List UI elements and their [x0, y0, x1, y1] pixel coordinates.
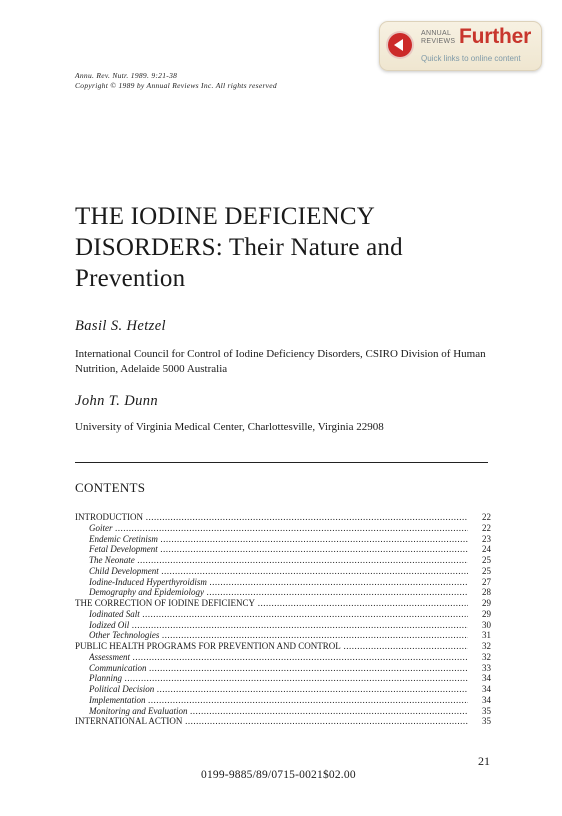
toc-entry-page: 25 [482, 565, 491, 576]
toc-entry-page: 29 [482, 598, 491, 608]
toc-entry[interactable] [75, 544, 491, 555]
author-name-2: John T. Dunn [75, 393, 159, 409]
table-of-contents [75, 512, 491, 727]
contents-heading: CONTENTS [75, 480, 146, 495]
toc-entry[interactable] [75, 695, 491, 706]
toc-entry[interactable] [75, 684, 491, 695]
toc-entry-page: 34 [482, 673, 491, 684]
toc-entry-label: THE CORRECTION OF IODINE DEFICIENCY ..... [75, 598, 468, 609]
toc-entry[interactable] [75, 598, 491, 609]
toc-entry-page: 22 [482, 522, 491, 533]
toc-entry-label: Planning ..... [89, 673, 468, 684]
citation-line-2: Copyright © 1989 by Annual Reviews Inc. All rights reserved [75, 80, 277, 90]
toc-entry-label: Fetal Development ..... [89, 544, 468, 555]
toc-entry-page: 23 [482, 533, 491, 544]
badge-brand [421, 30, 455, 46]
toc-entry-label: Political Decision ..... [89, 684, 468, 695]
toc-entry-page: 34 [482, 684, 491, 694]
divider-rule [75, 462, 488, 463]
toc-entry[interactable] [75, 523, 491, 534]
toc-entry[interactable] [75, 673, 491, 684]
toc-entry[interactable] [75, 706, 491, 717]
article-title [75, 201, 495, 294]
toc-entry-label: Iodinated Salt ..... [89, 609, 468, 620]
toc-entry-page: 24 [482, 544, 491, 555]
footer-code: 0199-9885/89/0715-0021$02.00 [201, 769, 356, 781]
toc-entry-label: Other Technologies ..... [89, 630, 468, 641]
back-arrow-icon [388, 33, 412, 57]
toc-entry-label: Assessment ..... [89, 652, 468, 663]
toc-entry[interactable] [75, 716, 491, 727]
toc-entry-page: 34 [482, 694, 491, 705]
citation-line-1: Annu. Rev. Nutr. 1989. 9:21-38 [75, 71, 178, 80]
toc-entry-label: Child Development ..... [89, 566, 468, 577]
toc-entry-label: Implementation ..... [89, 695, 468, 706]
author-affiliation-1: International Council for Control of Iodine Deficiency Disorders, CSIRO Division of Human Nutrition, Adelaide 5000 Australia [75, 348, 486, 375]
page-number: 21 [478, 754, 490, 768]
toc-entry-label: INTRODUCTION ..... [75, 512, 468, 523]
toc-entry[interactable] [75, 620, 491, 631]
toc-entry-label: Monitoring and Evaluation ..... [89, 706, 468, 717]
toc-entry[interactable] [75, 641, 491, 652]
toc-entry[interactable] [75, 663, 491, 674]
toc-entry-label: Goiter ..... [89, 523, 468, 534]
toc-entry-page: 30 [482, 619, 491, 630]
toc-entry-label: Iodized Oil ..... [89, 620, 468, 631]
toc-entry-page: 27 [482, 576, 491, 587]
toc-entry[interactable] [75, 630, 491, 641]
title-line-1: THE IODINE DEFICIENCY [75, 203, 375, 230]
author-name-1: Basil S. Hetzel [75, 318, 166, 334]
title-line-2: DISORDERS: Their Nature and [75, 234, 403, 261]
badge-further-text: Further [459, 25, 532, 48]
toc-entry-label: PUBLIC HEALTH PROGRAMS FOR PREVENTION AND CONTROL ..... [75, 641, 468, 652]
toc-entry-page: 32 [482, 641, 491, 651]
toc-entry-page: 35 [482, 705, 491, 716]
toc-entry[interactable] [75, 512, 491, 523]
toc-entry-label: The Neonate ..... [89, 555, 468, 566]
badge-subtitle: Quick links to online content [421, 54, 521, 63]
toc-entry-page: 29 [482, 608, 491, 619]
badge-annual-text: ANNUAL [421, 30, 452, 37]
toc-entry-label: Iodine-Induced Hyperthyroidism ..... [89, 577, 468, 588]
toc-entry[interactable] [75, 577, 491, 588]
toc-entry-page: 25 [482, 555, 491, 565]
toc-entry[interactable] [75, 534, 491, 545]
toc-entry-page: 35 [482, 716, 491, 727]
toc-entry-page: 32 [482, 651, 491, 662]
toc-entry-page: 22 [482, 512, 491, 522]
toc-entry[interactable] [75, 566, 491, 577]
annual-reviews-further-badge[interactable] [379, 21, 542, 71]
toc-entry-label: INTERNATIONAL ACTION ..... [75, 716, 468, 727]
toc-entry[interactable] [75, 652, 491, 663]
title-line-3: Prevention [75, 265, 186, 292]
toc-entry-page: 31 [482, 630, 491, 641]
toc-entry-label: Endemic Cretinism ..... [89, 534, 468, 545]
journal-citation [75, 71, 277, 90]
toc-entry-page: 33 [482, 662, 491, 673]
author-affiliation-2: University of Virginia Medical Center, Charlottesville, Virginia 22908 [75, 421, 384, 433]
toc-entry[interactable] [75, 555, 491, 566]
toc-entry[interactable] [75, 587, 491, 598]
badge-reviews-text: REVIEWS [421, 38, 456, 45]
toc-entry-label: Communication ..... [89, 663, 468, 674]
toc-entry-label: Demography and Epidemiology ..... [89, 587, 468, 598]
toc-entry[interactable] [75, 609, 491, 620]
toc-entry-page: 28 [482, 587, 491, 598]
